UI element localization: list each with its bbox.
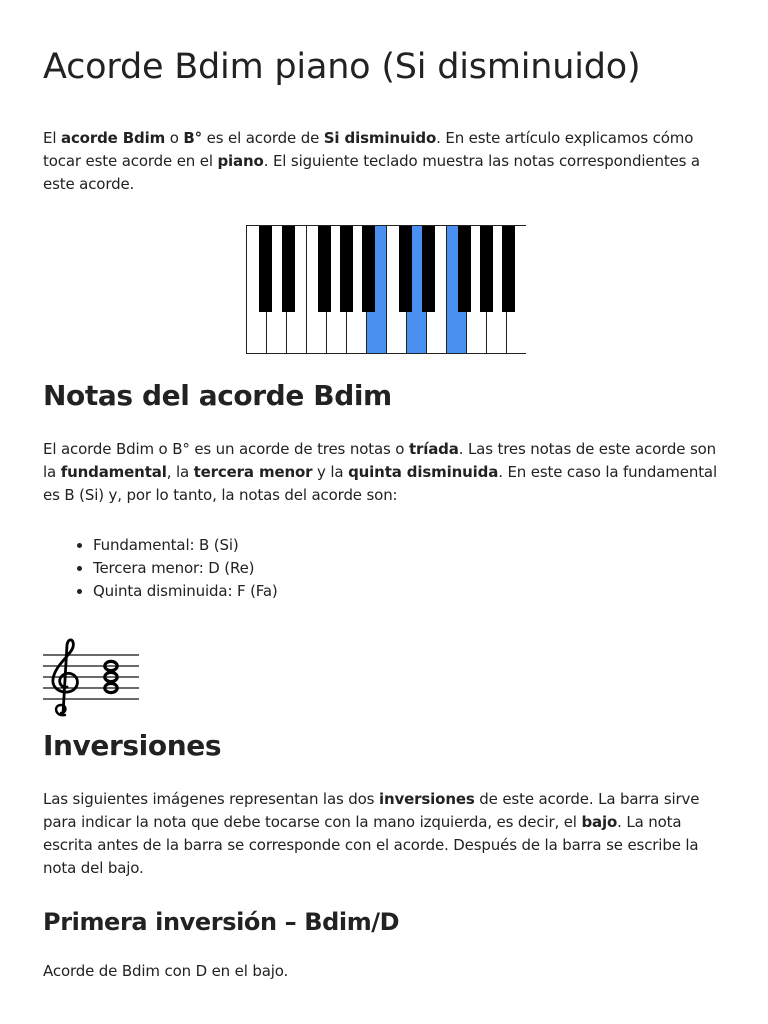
black-key-c-sharp [259,226,272,312]
black-key-a-sharp [502,226,515,312]
inversions-heading: Inversiones [43,729,222,762]
black-key-d-sharp [422,226,435,312]
treble-clef-chord-icon [43,635,139,719]
chord-notes-list [43,534,278,603]
black-key-g-sharp [480,226,493,312]
inversions-paragraph: Las siguientes imágenes representan las dos inversiones de este acorde. La barra sirve para indicar la nota que debe tocarse con la mano izquierda, es decir, el bajo. La nota escrita antes de la barra se corresponde con el acorde. Después de la barra se escribe la nota del bajo. [43,790,700,877]
page-title: Acorde Bdim piano (Si disminuido) [43,47,641,87]
black-key-f-sharp [318,226,331,312]
intro-paragraph: El acorde Bdim o B° es el acorde de Si disminuido. En este artículo explicamos cómo tocar este acorde en el piano. El siguiente teclado muestra las notas correspondientes a este acorde. [43,129,700,193]
first-inversion-heading: Primera inversión – Bdim/D [43,908,400,936]
notes-paragraph: El acorde Bdim o B° es un acorde de tres notas o tríada. Las tres notas de este acorde son la fundamental, la tercera menor y la quinta disminuida. En este caso la fundamental es B (Si) y, por lo tanto, la notas del acorde son: [43,440,717,504]
list-item: • Tercera menor: D (Re) [93,557,278,580]
black-key-f-sharp [458,226,471,312]
list-item: • Fundamental: B (Si) [93,534,278,557]
notes-heading: Notas del acorde Bdim [43,379,392,412]
list-item: • Quinta disminuida: F (Fa) [93,580,278,603]
black-key-c-sharp [399,226,412,312]
first-inversion-text: Acorde de Bdim con D en el bajo. [43,962,289,980]
black-key-g-sharp [340,226,353,312]
black-key-d-sharp [282,226,295,312]
black-key-a-sharp [362,226,375,312]
piano-keyboard [246,225,526,354]
